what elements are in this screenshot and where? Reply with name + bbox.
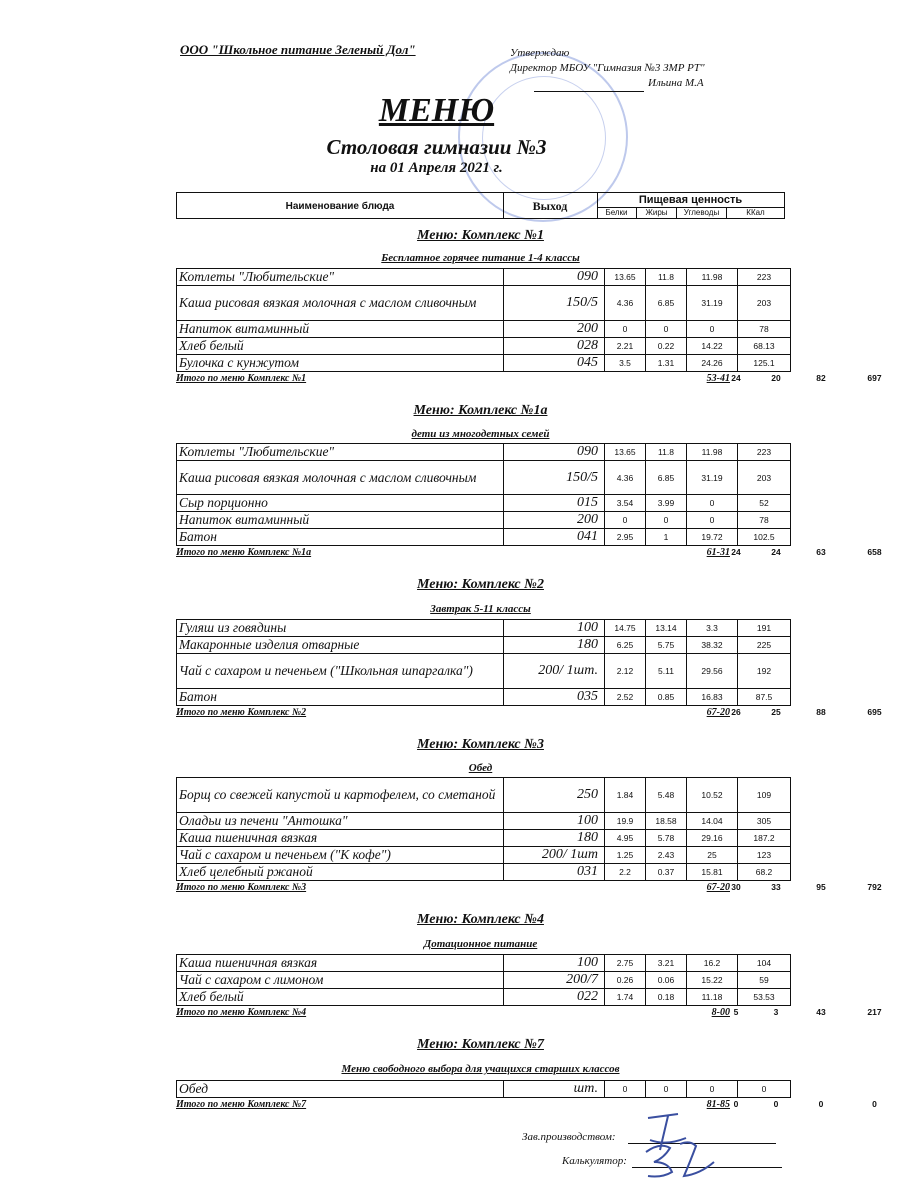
page-title: МЕНЮ — [378, 92, 495, 129]
dish-fat: 5.75 — [646, 637, 687, 654]
dish-carbs: 16.83 — [687, 689, 738, 706]
total-protein: 24 — [731, 373, 741, 383]
dish-output: 045 — [504, 355, 605, 372]
total-label: Итого по меню Комплекс №1а — [176, 547, 312, 558]
dish-kcal: 53.53 — [738, 989, 791, 1006]
header-protein: Белки — [597, 208, 637, 218]
dish-carbs: 16.2 — [687, 955, 738, 972]
table-row — [177, 830, 791, 847]
table-row — [177, 864, 791, 881]
dish-protein: 2.12 — [605, 654, 646, 689]
dish-kcal: 125.1 — [738, 355, 791, 372]
dish-protein: 13.65 — [605, 444, 646, 461]
dish-kcal: 59 — [738, 972, 791, 989]
dish-fat: 3.21 — [646, 955, 687, 972]
table-row — [177, 444, 791, 461]
dish-output: 180 — [504, 830, 605, 847]
dish-name: Каша пшеничная вязкая — [177, 830, 504, 847]
dish-name: Сыр порционно — [177, 495, 504, 512]
dish-carbs: 11.98 — [687, 269, 738, 286]
table-row — [177, 654, 791, 689]
dish-protein: 4.36 — [605, 286, 646, 321]
dish-fat: 11.8 — [646, 444, 687, 461]
dish-name: Борщ со свежей капустой и картофелем, со сметаной — [177, 778, 504, 813]
dish-output: 180 — [504, 637, 605, 654]
table-row — [177, 847, 791, 864]
section-title: Меню: Комплекс №3 — [417, 737, 544, 752]
total-fat: 33 — [771, 882, 781, 892]
dish-name: Каша пшеничная вязкая — [177, 955, 504, 972]
table-row — [177, 321, 791, 338]
table-row — [177, 778, 791, 813]
dish-protein: 2.75 — [605, 955, 646, 972]
total-carbs: 95 — [816, 882, 826, 892]
dish-kcal: 104 — [738, 955, 791, 972]
total-code: 67-20 — [706, 882, 730, 893]
dish-fat: 11.8 — [646, 269, 687, 286]
dish-output: 250 — [504, 778, 605, 813]
dish-name: Чай с сахаром с лимоном — [177, 972, 504, 989]
header-nutrition: Пищевая ценность — [597, 193, 784, 208]
dish-name: Оладьи из печени "Антошка" — [177, 813, 504, 830]
total-carbs: 43 — [816, 1007, 826, 1017]
dish-name: Напиток витаминный — [177, 512, 504, 529]
menu-table — [176, 954, 791, 1006]
dish-protein: 0.26 — [605, 972, 646, 989]
section-title: Меню: Комплекс №1 — [417, 228, 544, 243]
approval-block — [510, 46, 705, 92]
dish-protein: 13.65 — [605, 269, 646, 286]
total-protein: 26 — [731, 707, 741, 717]
dish-output: 200/7 — [504, 972, 605, 989]
dish-name: Хлеб белый — [177, 989, 504, 1006]
dish-kcal: 87.5 — [738, 689, 791, 706]
total-protein: 30 — [731, 882, 741, 892]
dish-fat: 0.18 — [646, 989, 687, 1006]
dish-fat: 5.48 — [646, 778, 687, 813]
section-subtitle: Бесплатное горячее питание 1-4 классы — [381, 252, 580, 264]
dish-carbs: 11.98 — [687, 444, 738, 461]
menu-table — [176, 443, 791, 546]
dish-kcal: 109 — [738, 778, 791, 813]
company-name: ООО "Школьное питание Зеленый Дол" — [180, 42, 416, 57]
total-fat: 3 — [773, 1007, 779, 1017]
total-carbs: 82 — [816, 373, 826, 383]
dish-name: Булочка с кунжутом — [177, 355, 504, 372]
dish-name: Хлеб белый — [177, 338, 504, 355]
dish-kcal: 68.13 — [738, 338, 791, 355]
section-total — [176, 547, 882, 559]
section-subtitle: Дотационное питание — [423, 938, 538, 950]
header-carbs: Углеводы — [677, 208, 727, 218]
dish-output: 100 — [504, 955, 605, 972]
dish-kcal: 78 — [738, 321, 791, 338]
dish-carbs: 10.52 — [687, 778, 738, 813]
total-kcal: 0 — [872, 1099, 877, 1109]
total-label: Итого по меню Комплекс №2 — [176, 707, 307, 718]
dish-carbs: 38.32 — [687, 637, 738, 654]
dish-fat: 0.85 — [646, 689, 687, 706]
dish-output: 028 — [504, 338, 605, 355]
dish-protein: 2.52 — [605, 689, 646, 706]
total-protein: 24 — [731, 547, 741, 557]
dish-output: 022 — [504, 989, 605, 1006]
total-code: 8-00 — [711, 1007, 730, 1018]
menu-table — [176, 1080, 791, 1098]
total-code: 61-31 — [706, 547, 730, 558]
dish-output: 200/ 1шт. — [504, 654, 605, 689]
dish-protein: 6.25 — [605, 637, 646, 654]
dish-kcal: 192 — [738, 654, 791, 689]
total-fat: 20 — [771, 373, 781, 383]
dish-output: 150/5 — [504, 461, 605, 495]
total-protein: 5 — [733, 1007, 739, 1017]
dish-carbs: 29.56 — [687, 654, 738, 689]
total-fat: 25 — [771, 707, 781, 717]
dish-carbs: 14.04 — [687, 813, 738, 830]
dish-fat: 5.11 — [646, 654, 687, 689]
menu-date: на 01 Апреля 2021 г. — [370, 160, 503, 176]
section-subtitle: Обед — [468, 762, 493, 774]
dish-output: 200 — [504, 321, 605, 338]
menu-table — [176, 619, 791, 706]
menu-table — [176, 268, 791, 372]
dish-carbs: 31.19 — [687, 286, 738, 321]
dish-kcal: 305 — [738, 813, 791, 830]
dish-name: Каша рисовая вязкая молочная с маслом сливочным — [177, 286, 504, 321]
table-row — [177, 269, 791, 286]
dish-protein: 1.74 — [605, 989, 646, 1006]
header-kcal: ККал — [746, 208, 765, 217]
table-row — [177, 338, 791, 355]
dish-name: Обед — [177, 1081, 504, 1098]
table-row — [177, 529, 791, 546]
dish-fat: 6.85 — [646, 461, 687, 495]
dish-protein: 4.36 — [605, 461, 646, 495]
section-title: Меню: Комплекс №2 — [417, 577, 544, 592]
table-row — [177, 689, 791, 706]
section-total — [176, 1007, 882, 1019]
dish-kcal: 203 — [738, 461, 791, 495]
canteen-name: Столовая гимназии №3 — [326, 135, 547, 159]
dish-protein: 14.75 — [605, 620, 646, 637]
dish-name: Батон — [177, 689, 504, 706]
dish-protein: 1.84 — [605, 778, 646, 813]
table-row — [177, 972, 791, 989]
dish-carbs: 0 — [687, 1081, 738, 1098]
table-row — [177, 512, 791, 529]
dish-fat: 0 — [646, 512, 687, 529]
section-title: Меню: Комплекс №1а — [413, 403, 548, 418]
dish-kcal: 187.2 — [738, 830, 791, 847]
total-carbs: 63 — [816, 547, 826, 557]
dish-kcal: 0 — [738, 1081, 791, 1098]
dish-carbs: 19.72 — [687, 529, 738, 546]
approve-label: Утверждаю — [510, 47, 570, 59]
total-fat: 24 — [771, 547, 781, 557]
table-row — [177, 495, 791, 512]
menu-table — [176, 777, 791, 881]
dish-name: Котлеты "Любительские" — [177, 269, 504, 286]
production-manager-label: Зав.производством: — [522, 1131, 616, 1143]
dish-carbs: 31.19 — [687, 461, 738, 495]
header-name: Наименование блюда — [177, 193, 504, 218]
dish-protein: 0 — [605, 1081, 646, 1098]
dish-fat: 0 — [646, 321, 687, 338]
dish-name: Котлеты "Любительские" — [177, 444, 504, 461]
dish-carbs: 25 — [687, 847, 738, 864]
dish-carbs: 29.16 — [687, 830, 738, 847]
dish-carbs: 11.18 — [687, 989, 738, 1006]
dish-kcal: 191 — [738, 620, 791, 637]
total-kcal: 658 — [867, 547, 882, 557]
approve-name: Ильина М.А — [648, 77, 704, 89]
dish-fat: 0 — [646, 1081, 687, 1098]
total-carbs: 0 — [818, 1099, 824, 1109]
total-kcal: 217 — [867, 1007, 882, 1017]
dish-output: шт. — [504, 1081, 605, 1098]
section-subtitle: дети из многодетных семей — [411, 428, 550, 440]
dish-protein: 0 — [605, 512, 646, 529]
dish-fat: 2.43 — [646, 847, 687, 864]
total-code: 53-41 — [706, 373, 730, 384]
dish-name: Хлеб целебный ржаной — [177, 864, 504, 881]
header-fat: Жиры — [637, 208, 677, 218]
total-protein: 0 — [733, 1099, 739, 1109]
table-row — [177, 461, 791, 495]
dish-output: 090 — [504, 444, 605, 461]
dish-protein: 3.54 — [605, 495, 646, 512]
dish-fat: 0.37 — [646, 864, 687, 881]
table-row — [177, 637, 791, 654]
dish-protein: 2.2 — [605, 864, 646, 881]
dish-name: Макаронные изделия отварные — [177, 637, 504, 654]
dish-carbs: 0 — [687, 321, 738, 338]
dish-fat: 0.22 — [646, 338, 687, 355]
dish-kcal: 68.2 — [738, 864, 791, 881]
dish-name: Каша рисовая вязкая молочная с маслом сливочным — [177, 461, 504, 495]
dish-protein: 19.9 — [605, 813, 646, 830]
dish-output: 090 — [504, 269, 605, 286]
table-row — [177, 813, 791, 830]
table-row — [177, 286, 791, 321]
dish-protein: 2.95 — [605, 529, 646, 546]
section-subtitle: Меню свободного выбора для учащихся старших классов — [341, 1063, 620, 1075]
dish-name: Напиток витаминный — [177, 321, 504, 338]
table-row — [177, 1081, 791, 1098]
approve-signature-line — [510, 76, 705, 92]
section-title: Меню: Комплекс №4 — [417, 912, 544, 927]
dish-carbs: 3.3 — [687, 620, 738, 637]
approve-director: Директор МБОУ "Гимназия №3 ЗМР РТ" — [510, 62, 705, 74]
dish-kcal: 123 — [738, 847, 791, 864]
dish-kcal: 223 — [738, 444, 791, 461]
table-row — [177, 620, 791, 637]
dish-carbs: 24.26 — [687, 355, 738, 372]
dish-protein: 0 — [605, 321, 646, 338]
dish-kcal: 223 — [738, 269, 791, 286]
dish-output: 200 — [504, 512, 605, 529]
total-carbs: 88 — [816, 707, 826, 717]
dish-fat: 13.14 — [646, 620, 687, 637]
total-kcal: 695 — [867, 707, 882, 717]
dish-carbs: 15.22 — [687, 972, 738, 989]
total-label: Итого по меню Комплекс №1 — [176, 373, 307, 384]
table-header — [176, 192, 785, 219]
dish-name: Чай с сахаром и печеньем ("Школьная шпаргалка") — [177, 654, 504, 689]
dish-fat: 18.58 — [646, 813, 687, 830]
dish-output: 035 — [504, 689, 605, 706]
total-label: Итого по меню Комплекс №4 — [176, 1007, 307, 1018]
dish-name: Гуляш из говядины — [177, 620, 504, 637]
section-total — [176, 373, 882, 385]
dish-output: 200/ 1шт — [504, 847, 605, 864]
calculator-label: Калькулятор: — [562, 1155, 627, 1167]
dish-output: 041 — [504, 529, 605, 546]
table-row — [177, 355, 791, 372]
total-label: Итого по меню Комплекс №7 — [176, 1099, 307, 1110]
dish-protein: 4.95 — [605, 830, 646, 847]
dish-output: 100 — [504, 813, 605, 830]
dish-name: Чай с сахаром и печеньем ("К кофе") — [177, 847, 504, 864]
dish-carbs: 0 — [687, 512, 738, 529]
dish-protein: 2.21 — [605, 338, 646, 355]
total-kcal: 792 — [867, 882, 882, 892]
dish-carbs: 14.22 — [687, 338, 738, 355]
dish-output: 015 — [504, 495, 605, 512]
table-row — [177, 955, 791, 972]
dish-protein: 1.25 — [605, 847, 646, 864]
dish-output: 031 — [504, 864, 605, 881]
total-kcal: 697 — [867, 373, 882, 383]
section-title: Меню: Комплекс №7 — [417, 1037, 544, 1052]
calculator-signature — [640, 1132, 720, 1182]
dish-kcal: 78 — [738, 512, 791, 529]
total-label: Итого по меню Комплекс №3 — [176, 882, 307, 893]
dish-kcal: 102.5 — [738, 529, 791, 546]
dish-carbs: 15.81 — [687, 864, 738, 881]
dish-output: 150/5 — [504, 286, 605, 321]
total-code: 67-20 — [706, 707, 730, 718]
section-total — [176, 707, 882, 719]
dish-fat: 0.06 — [646, 972, 687, 989]
dish-fat: 6.85 — [646, 286, 687, 321]
total-fat: 0 — [773, 1099, 779, 1109]
dish-fat: 5.78 — [646, 830, 687, 847]
section-total — [176, 882, 882, 894]
dish-fat: 3.99 — [646, 495, 687, 512]
section-subtitle: Завтрак 5-11 классы — [430, 603, 531, 615]
dish-kcal: 225 — [738, 637, 791, 654]
table-row — [177, 989, 791, 1006]
dish-fat: 1 — [646, 529, 687, 546]
total-code: 81-85 — [706, 1099, 730, 1110]
header-output: Выход — [503, 193, 598, 218]
dish-kcal: 52 — [738, 495, 791, 512]
dish-fat: 1.31 — [646, 355, 687, 372]
dish-output: 100 — [504, 620, 605, 637]
dish-carbs: 0 — [687, 495, 738, 512]
dish-name: Батон — [177, 529, 504, 546]
dish-protein: 3.5 — [605, 355, 646, 372]
dish-kcal: 203 — [738, 286, 791, 321]
